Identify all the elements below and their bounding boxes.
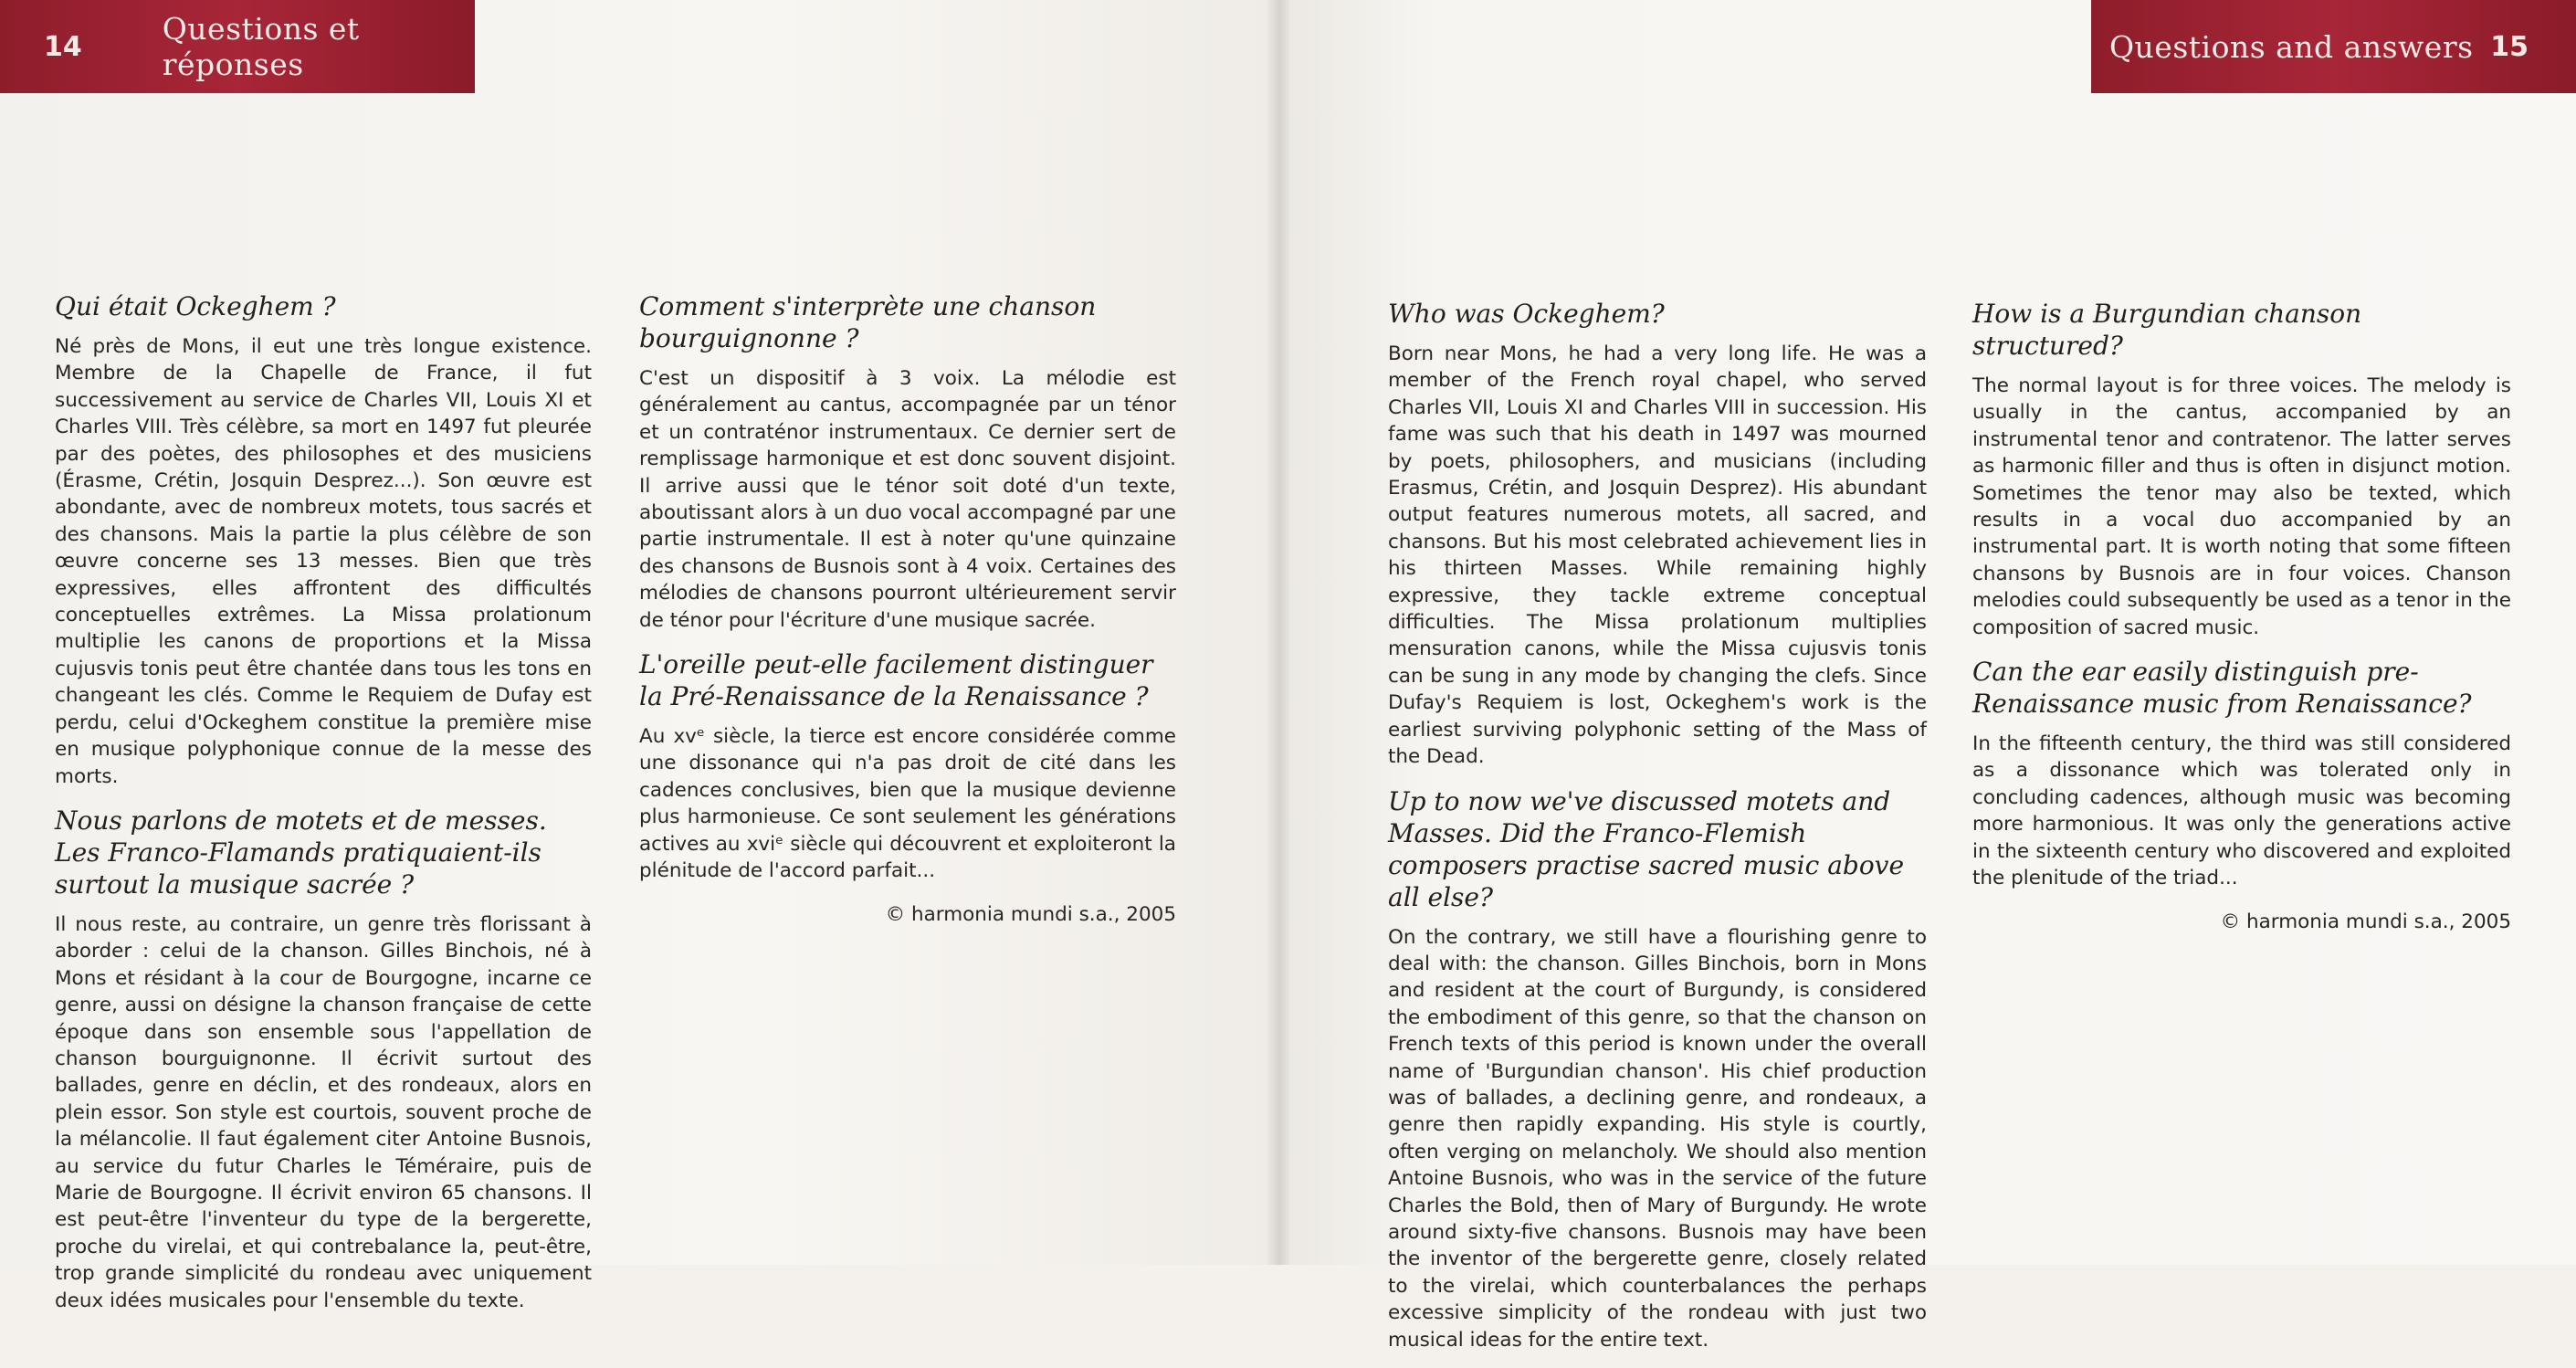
question-heading: Qui était Ockeghem ? xyxy=(55,291,336,321)
left-header-band xyxy=(0,0,475,93)
answer-paragraph: Au xvᵉ siècle, la tierce est encore considérée comme une dissonance qui n'a pas droit de cité dans les cadences conclusives, bien que la musique devienne plus harmonieuse. Ce sont seulement les générations actives au xviᵉ siècle qui découvrent et exploiteront la plénitude de l'accord parfait... xyxy=(639,725,1176,883)
right-column-1 xyxy=(1388,298,1927,1368)
question-heading: Up to now we've discussed motets and Masses. Did the Franco-Flemish composers practise sacred music above all else? xyxy=(1388,785,1905,912)
question-heading: Comment s'interprète une chanson bourguignonne ? xyxy=(639,291,1097,353)
left-column-1 xyxy=(55,290,592,1329)
answer-paragraph: The normal layout is for three voices. The melody is usually in the cantus, accompanied by an instrumental tenor and contratenor. The latter serves as harmonic filler and thus is often in disjunct motion. Sometimes the tenor may also be texted, which results in a vocal duo accompanied by an instrumental part. It is worth noting that some fifteen chansons by Busnois are in four voices. Chanson melodies could subsequently be used as a tenor in the composition of sacred music. xyxy=(1972,374,2511,639)
left-column-2 xyxy=(639,290,1176,928)
right-header-title: Questions and answers xyxy=(2109,28,2474,65)
question-heading: L'oreille peut-elle facilement distinguer la Pré-Renaissance de la Renaissance ? xyxy=(639,649,1153,712)
answer-paragraph: On the contrary, we still have a flourishing genre to deal with: the chanson. Gilles Binchois, born in Mons and resident at the court of Burgundy, is considered the embodiment of this genre, so that the chanson on French texts of this period is known under the overall name of 'Burgundian chanson'. His chief production was of ballades, a declining genre, and rondeaux, a genre then rapidly expanding. His style is courtly, often verging on melancholy. We should also mention Antoine Busnois, who was in the service of the future Charles the Bold, then of Mary of Burgundy. He wrote around sixty-five chansons. Busnois may have been the inventor of the bergerette genre, closely related to the virelai, which counterbalances the perhaps excessive simplicity of the rondeau with just two musical ideas for the entire text. xyxy=(1388,925,1927,1352)
left-header-title: Questions et réponses xyxy=(162,11,360,82)
left-page-number: 14 xyxy=(44,30,82,63)
right-header-band xyxy=(2091,0,2576,93)
right-column-2 xyxy=(1972,298,2511,935)
answer-paragraph: Born near Mons, he had a very long life. He was a member of the French royal chapel, who served Charles VII, Louis XI and Charles VIII in succession. His fame was such that his death in 1497 was mourned by poets, philosophers, and musicians (including Erasmus, Crétin, and Josquin Desprez). His abundant output features numerous motets, all sacred, and chansons. But his most celebrated achievement lies in his thirteen Masses. While remaining highly expressive, they tackle extreme conceptual difficulties. The Missa prolationum multiplies mensuration canons, while the Missa cujusvis tonis can be sung in any mode by changing the clefs. Since Dufay's Requiem is lost, Ockeghem's work is the earliest surviving polyphonic setting of the Mass of the Dead. xyxy=(1388,342,1927,769)
question-heading: How is a Burgundian chanson structured? xyxy=(1972,299,2362,361)
question-heading: Can the ear easily distinguish pre-Renaissance music from Renaissance? xyxy=(1972,657,2472,720)
answer-paragraph: Il nous reste, au contraire, un genre très florissant à aborder : celui de la chanson. Gilles Binchois, né à Mons et résidant à la cour de Bourgogne, incarne ce genre, aussi on désigne la chanson française de cette époque dans son ensemble sous l'appellation de chanson bourguignonne. Il écrivit surtout des ballades, genre en déclin, et des rondeaux, alors en plein essor. Son style est courtois, souvent proche de la mélancolie. Il faut également citer Antoine Busnois, au service du futur Charles le Téméraire, puis de Marie de Bourgogne. Il écrivit environ 65 chansons. Il est peut-être l'inventeur du type de la bergerette, proche du virelai, et qui contrebalance la, peut-être, trop grande simplicité du rondeau avec uniquement deux idées musicales pour l'ensemble du texte. xyxy=(55,912,592,1312)
answer-paragraph: Né près de Mons, il eut une très longue existence. Membre de la Chapelle de France, il fut successivement au service de Charles VII, Louis XI et Charles VIII. Très célèbre, sa mort en 1497 fut pleurée par des poètes, des philosophes et des musiciens (Érasme, Crétin, Josquin Desprez...). Son œuvre est abondante, avec de nombreux motets, tous sacrés et des chansons. Mais la partie la plus célèbre de son œuvre concerne ses 13 messes. Bien que très expressives, elles affrontent des difficultés conceptuelles extrêmes. La Missa prolationum multiplie les canons de proportions et la Missa cujusvis tonis peut être chantée dans tous les tons en changeant les clés. Comme le Requiem de Dufay est perdu, celui d'Ockeghem constitue la première mise en musique polyphonique connue de la messe des morts. xyxy=(55,335,592,788)
copyright-notice: © harmonia mundi s.a., 2005 xyxy=(885,902,1176,926)
question-heading: Nous parlons de motets et de messes. Les Franco-Flamands pratiquaient-ils surtout la musique sacrée ? xyxy=(55,805,547,900)
right-page-number: 15 xyxy=(2490,30,2529,63)
answer-paragraph: C'est un dispositif à 3 voix. La mélodie est généralement au cantus, accompagnée par un ténor et un contraténor instrumentaux. Ce dernier sert de remplissage harmonique et est donc souvent disjoint. Il arrive aussi que le ténor soit doté d'un texte, aboutissant alors à un duo vocal accompagné par une partie instrumentale. Il est à noter qu'une quinzaine des chansons de Busnois sont à 4 voix. Certaines des mélodies de chansons pourront ultérieurement servir de ténor pour l'écriture d'une musique sacrée. xyxy=(639,367,1176,632)
copyright-notice: © harmonia mundi s.a., 2005 xyxy=(2220,910,2511,933)
book-gutter xyxy=(1267,0,1289,1265)
question-heading: Who was Ockeghem? xyxy=(1388,299,1665,329)
answer-paragraph: In the fifteenth century, the third was still considered as a dissonance which was tolerated only in concluding cadences, although music was becoming more harmonious. It was only the generations active in the sixteenth century who discovered and exploited the plenitude of the triad... xyxy=(1972,732,2511,890)
